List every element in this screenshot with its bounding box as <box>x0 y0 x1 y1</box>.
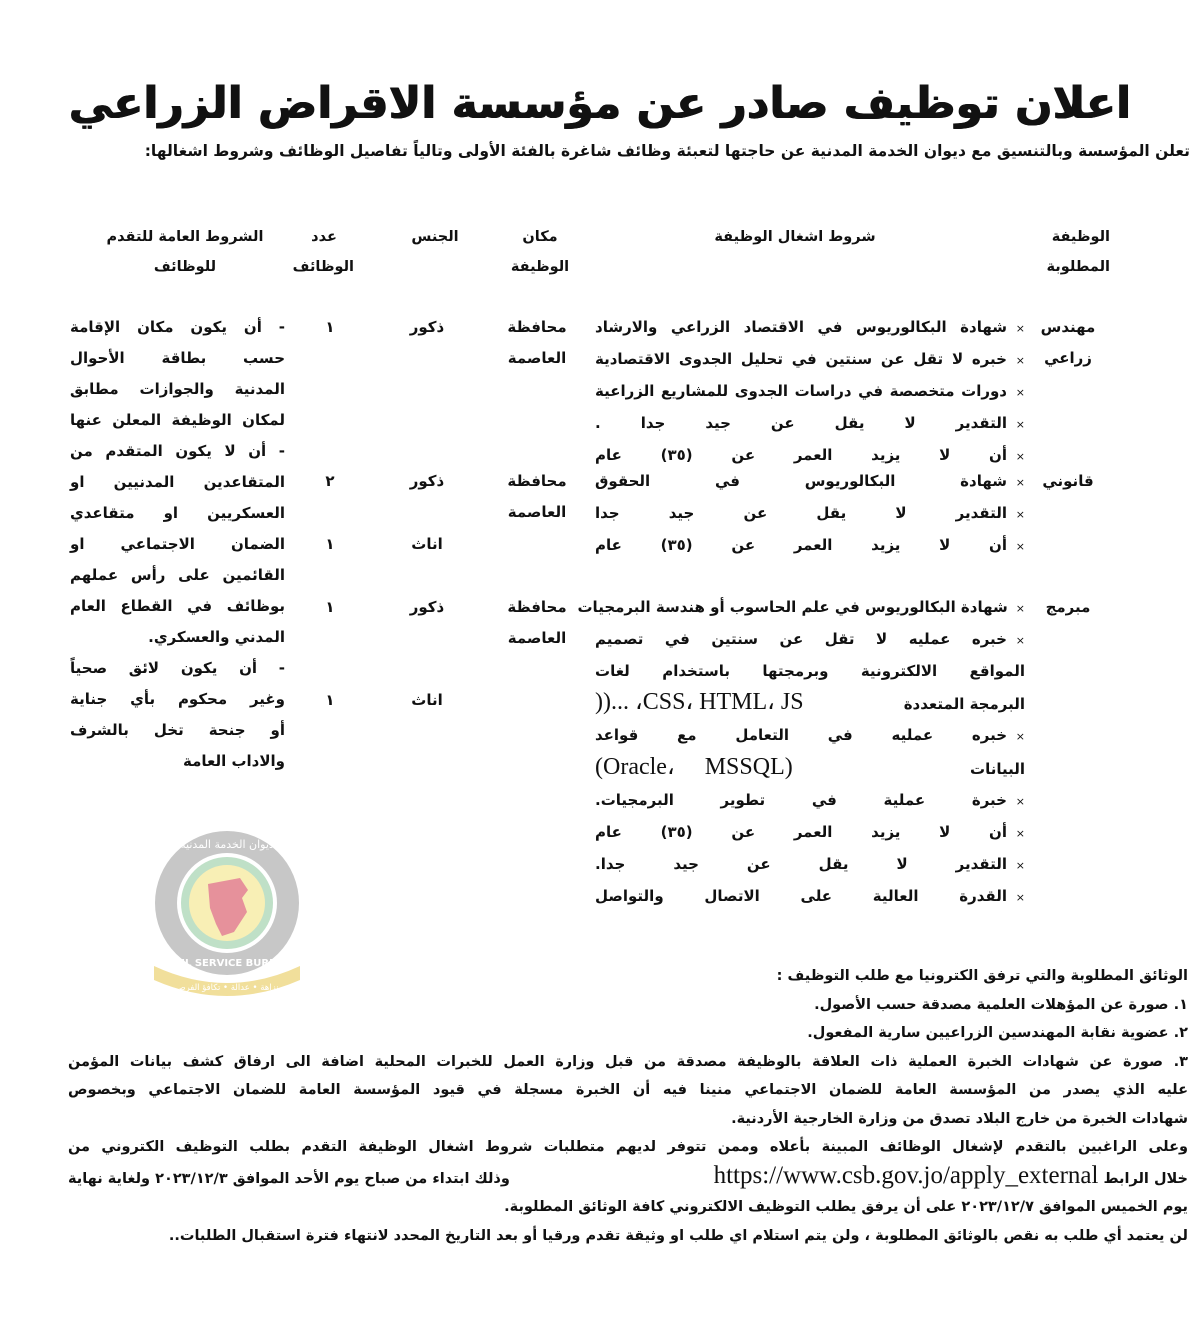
condition-item <box>595 376 1025 408</box>
condition-text: شهادة البكالوريوس في الحقوق <box>595 472 1007 490</box>
bullet-x-icon: × <box>1015 827 1025 840</box>
apply-instructions-line2 <box>68 1162 1188 1194</box>
bullet-x-icon: × <box>1015 418 1025 431</box>
document-item-1: ١. صورة عن المؤهلات العلمية مصدقة حسب الأصول. <box>814 996 1188 1013</box>
apply-instructions-line3: يوم الخميس الموافق ٢٠٢٣/١٢/٧ على أن يرفق يطلب التوظيف الالكتروني كافة الوثائق المطلوبة. <box>504 1199 1188 1215</box>
header-count-line1: عدد <box>311 229 337 245</box>
place-line2: العاصمة <box>507 349 567 367</box>
condition-text: خبره لا تقل عن سنتين في تحليل الجدوى الاقتصادية <box>595 350 1007 368</box>
place-agri-engineer <box>502 312 572 374</box>
svg-text:نزاهة • عدالة • تكافؤ الفرص: نزاهة • عدالة • تكافؤ الفرص <box>175 983 279 993</box>
condition-item <box>595 624 1025 656</box>
general-condition-line: الضمان الاجتماعي او <box>70 535 285 553</box>
general-condition-line: والاداب العامة <box>182 752 285 770</box>
condition-text: أن لا يزيد العمر عن (٣٥) عام <box>595 823 1007 841</box>
condition-text: التقدير لا يقل عن جيد جدا <box>595 504 1007 522</box>
bullet-x-icon: × <box>1015 508 1025 521</box>
header-place-line1: مكان <box>522 229 558 245</box>
condition-text: أن لا يزيد العمر عن (٣٥) عام <box>595 446 1007 464</box>
conditions-agri-engineer <box>595 312 1025 472</box>
header-job-line2: المطلوبة <box>1046 259 1110 275</box>
condition-text: البرمجة المتعددة <box>903 695 1025 713</box>
bullet-x-icon: × <box>1015 540 1025 553</box>
sex-legal-1: ذكور <box>409 472 445 490</box>
bullet-x-icon: × <box>1015 354 1025 367</box>
bullet-x-icon: × <box>1015 476 1025 489</box>
count-legal-2: ١ <box>325 535 335 553</box>
documents-heading: الوثائق المطلوبة والتي ترفق الكترونيا مع طلب التوظيف : <box>776 968 1188 984</box>
page-title: اعلان توظيف صادر عن مؤسسة الاقراض الزراعي <box>68 78 1132 129</box>
count-legal-1: ٢ <box>325 472 335 490</box>
apply-instructions-line1: وعلى الراغبين بالتقدم لإشغال الوظائف المبينة بأعلاه وممن تتوفر لديهم متطلبات شروط اشغال الوظيفة التقدم بطلب التوظيف الكتروني من <box>68 1139 1188 1155</box>
condition-text: دورات متخصصة في دراسات الجدوى للمشاريع الزراعية <box>595 382 1007 400</box>
general-condition-line: أو جنحة تخل بالشرف <box>70 721 285 739</box>
header-place-line2: الوظيفة <box>510 259 570 275</box>
place-line2: العاصمة <box>507 629 567 647</box>
place-legal <box>502 466 572 528</box>
apply-link[interactable]: https://www.csb.gov.jo/apply_external <box>713 1161 1099 1189</box>
required-documents-section <box>68 962 1188 1250</box>
general-condition-line: القائمين على رأس عملهم <box>70 566 285 584</box>
condition-text: المواقع الالكترونية وبرمجتها باستخدام لغات <box>595 662 1025 680</box>
condition-latin-langs: CSS، HTML، JS، ...(( <box>595 689 804 715</box>
condition-text: شهادة البكالوريوس في الاقتصاد الزراعي والارشاد <box>595 318 1007 336</box>
header-general-conditions <box>85 222 285 282</box>
document-item-2: ٢. عضوية نقابة المهندسين الزراعيين سارية المفعول. <box>807 1025 1188 1041</box>
count-programmer-1: ١ <box>325 598 335 616</box>
condition-item <box>595 530 1025 562</box>
svg-text:CIVIL SERVICE BUREAU: CIVIL SERVICE BUREAU <box>162 958 292 969</box>
apply-instructions-line4: لن يعتمد أي طلب به نقص بالوثائق المطلوبة ، ولن يتم استلام اي طلب او وثيقة تقدم ورقيا أو بعد التاريخ المحدد لانتهاء فترة استقبال الطلبات.. <box>168 1227 1188 1244</box>
general-condition-line: حسب بطاقة الأحوال <box>70 349 285 367</box>
condition-text: القدرة العالية على الاتصال والتواصل <box>595 887 1007 905</box>
general-condition-line: المدني والعسكري. <box>148 628 285 646</box>
document-item-3-end: شهادات الخبرة من خارج البلاد تصدق من وزارة الخارجية الأردنية. <box>731 1110 1188 1127</box>
conditions-legal <box>595 466 1025 562</box>
bullet-x-icon: × <box>1015 386 1025 399</box>
header-general-line1: الشروط العامة للتقدم <box>106 229 264 245</box>
apply-line2-start <box>714 1162 1188 1194</box>
place-line1: محافظة <box>507 598 567 616</box>
condition-item <box>595 849 1025 881</box>
condition-text: خبره عمليه في التعامل مع قواعد <box>595 726 1007 744</box>
general-condition-line: وغير محكوم بأي جناية <box>70 690 285 708</box>
bullet-x-icon: × <box>1015 322 1025 335</box>
condition-item <box>595 408 1025 440</box>
bullet-x-icon: × <box>1015 859 1025 872</box>
header-conditions: شروط اشغال الوظيفة <box>714 229 876 245</box>
condition-item <box>595 344 1025 376</box>
sex-programmer-2: اناث <box>411 691 443 709</box>
apply-dates: وذلك ابتداء من صباح يوم الأحد الموافق ٢٠٢٣/١٢/٣ ولغاية نهاية <box>68 1170 510 1187</box>
general-condition-line: - أن يكون لائق صحياً <box>70 659 285 677</box>
condition-item-continued <box>595 687 1025 720</box>
condition-item <box>595 466 1025 498</box>
general-condition-line: - أن يكون مكان الإقامة <box>70 318 285 336</box>
condition-item <box>577 592 1025 624</box>
condition-text: خبره عمليه لا تقل عن سنتين في تصميم <box>595 630 1007 648</box>
conditions-programmer <box>577 592 1025 913</box>
header-job <box>1030 222 1110 282</box>
sex-agri-engineer-1: ذكور <box>409 318 445 336</box>
place-line1: محافظة <box>507 318 567 336</box>
general-conditions <box>70 312 285 777</box>
document-item-3-cont: عليه الذي يصدر من المؤسسة العامة للضمان الاجتماعي منينا فيه أن الخبرة مسجلة في قيود المؤسسة العامة للضمان الاجتماعي وبخصوص <box>68 1082 1188 1098</box>
job-title-programmer: مبرمج <box>1045 598 1091 616</box>
general-condition-line: بوظائف في القطاع العام <box>70 597 285 615</box>
job-title-line2: زراعي <box>1044 349 1092 367</box>
condition-item <box>595 817 1025 849</box>
bullet-x-icon: × <box>1015 891 1025 904</box>
condition-item-continued <box>595 752 1025 785</box>
header-place <box>510 222 570 282</box>
general-condition-line: المتقاعدين المدنيين او <box>70 473 285 491</box>
condition-text: التقدير لا يقل عن جيد جدا. <box>595 855 1007 873</box>
general-condition-line: المدنية والجوازات مطابق <box>70 380 285 398</box>
place-line2: العاصمة <box>507 503 567 521</box>
sex-programmer-1: ذكور <box>409 598 445 616</box>
place-programmer <box>502 592 572 654</box>
intro-text: تعلن المؤسسة وبالتنسيق مع ديوان الخدمة المدنية عن حاجتها لتعبئة وظائف شاغرة بالفئة الأولى وتالياً تفاصيل الوظائف وشروط اشغالها: <box>144 142 1190 160</box>
condition-item <box>595 720 1025 752</box>
condition-item <box>595 881 1025 913</box>
job-title-agri-engineer <box>1028 312 1108 374</box>
condition-item <box>595 498 1025 530</box>
general-condition-line: - أن لا يكون المتقدم من <box>70 442 285 460</box>
header-count <box>294 222 354 282</box>
condition-latin-dbs: (Oracle، MSSQL) <box>595 754 793 780</box>
bullet-x-icon: × <box>1015 730 1025 743</box>
job-title-line1: مهندس <box>1040 318 1096 336</box>
bullet-x-icon: × <box>1015 795 1025 808</box>
apply-link-label: خلال الرابط <box>1103 1170 1188 1187</box>
condition-item-continued <box>595 656 1025 687</box>
header-count-line2: الوظائف <box>292 259 354 275</box>
header-job-line1: الوظيفة <box>1051 229 1110 245</box>
svg-text:ديوان الخدمة المدنية: ديوان الخدمة المدنية <box>180 838 274 851</box>
condition-item <box>595 312 1025 344</box>
count-programmer-2: ١ <box>325 691 335 709</box>
condition-text: التقدير لا يقل عن جيد جدا . <box>595 414 1007 432</box>
bullet-x-icon: × <box>1015 450 1025 463</box>
header-general-line2: للوظائف <box>153 259 217 275</box>
document-item-3: ٣. صورة عن شهادات الخبرة العملية ذات العلاقة بالوظيفة مصدقة من قبل وزارة العمل للخبرات المحلية اضافة الى ارفاق كشف بيانات المؤمن <box>68 1053 1188 1070</box>
bullet-x-icon: × <box>1015 634 1025 647</box>
general-condition-line: لمكان الوظيفة المعلن عنها <box>70 411 285 429</box>
place-line1: محافظة <box>507 472 567 490</box>
condition-text: خبرة عملية في تطوير البرمجيات. <box>595 791 1007 809</box>
condition-item <box>595 785 1025 817</box>
header-sex: الجنس <box>411 229 459 245</box>
bullet-x-icon: × <box>1015 602 1025 615</box>
condition-text: شهادة البكالوريوس في علم الحاسوب أو هندسة البرمجيات <box>577 598 1008 616</box>
sex-legal-2: اناث <box>411 535 443 553</box>
condition-text: البيانات <box>970 760 1025 778</box>
condition-text: أن لا يزيد العمر عن (٣٥) عام <box>595 536 1007 554</box>
job-title-legal: قانوني <box>1042 472 1094 490</box>
general-condition-line: العسكريين او متقاعدي <box>70 504 285 522</box>
count-agri-engineer-1: ١ <box>325 318 335 336</box>
